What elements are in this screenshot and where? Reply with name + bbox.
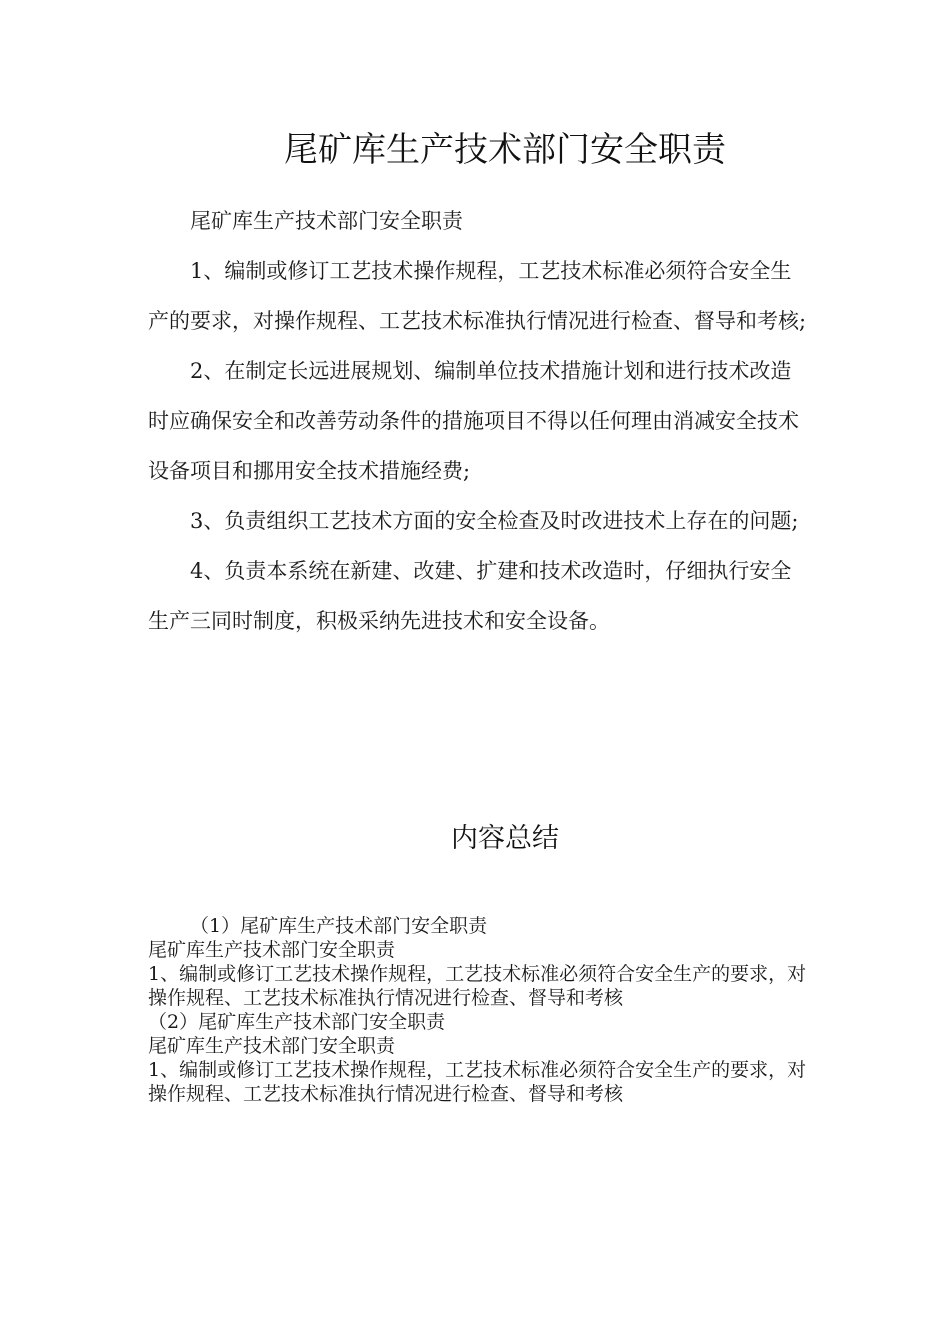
document-title: 尾矿库生产技术部门安全职责 (284, 130, 726, 170)
document-subtitle: 尾矿库生产技术部门安全职责 (190, 209, 463, 233)
summary-line: 1、编制或修订工艺技术操作规程，工艺技术标准必须符合安全生产的要求，对操作规程、工艺技术标准执行情况进行检查、督导和考核 (148, 963, 807, 1009)
duty-item: 1、编制或修订工艺技术操作规程，工艺技术标准必须符合安全生产的要求，对操作规程、工艺技术标准执行情况进行检查、督导和考核; (148, 259, 807, 333)
summary-line: （1）尾矿库生产技术部门安全职责 (190, 915, 488, 937)
duty-item: 4、负责本系统在新建、改建、扩建和技术改造时，仔细执行安全生产三同时制度，积极采纳先进技术和安全设备。 (148, 559, 792, 633)
summary-heading: 内容总结 (451, 823, 559, 854)
summary-line: 尾矿库生产技术部门安全职责 (148, 1035, 396, 1057)
duty-item: 3、负责组织工艺技术方面的安全检查及时改进技术上存在的问题; (190, 509, 799, 533)
summary-line: （2）尾矿库生产技术部门安全职责 (148, 1011, 446, 1033)
summary-line: 尾矿库生产技术部门安全职责 (148, 939, 396, 961)
summary-section (148, 914, 808, 1106)
document-body (148, 196, 808, 646)
summary-line: 1、编制或修订工艺技术操作规程，工艺技术标准必须符合安全生产的要求，对操作规程、工艺技术标准执行情况进行检查、督导和考核 (148, 1059, 807, 1105)
duty-item: 2、在制定长远进展规划、编制单位技术措施计划和进行技术改造时应确保安全和改善劳动条件的措施项目不得以任何理由消减安全技术设备项目和挪用安全技术措施经费; (148, 359, 799, 483)
